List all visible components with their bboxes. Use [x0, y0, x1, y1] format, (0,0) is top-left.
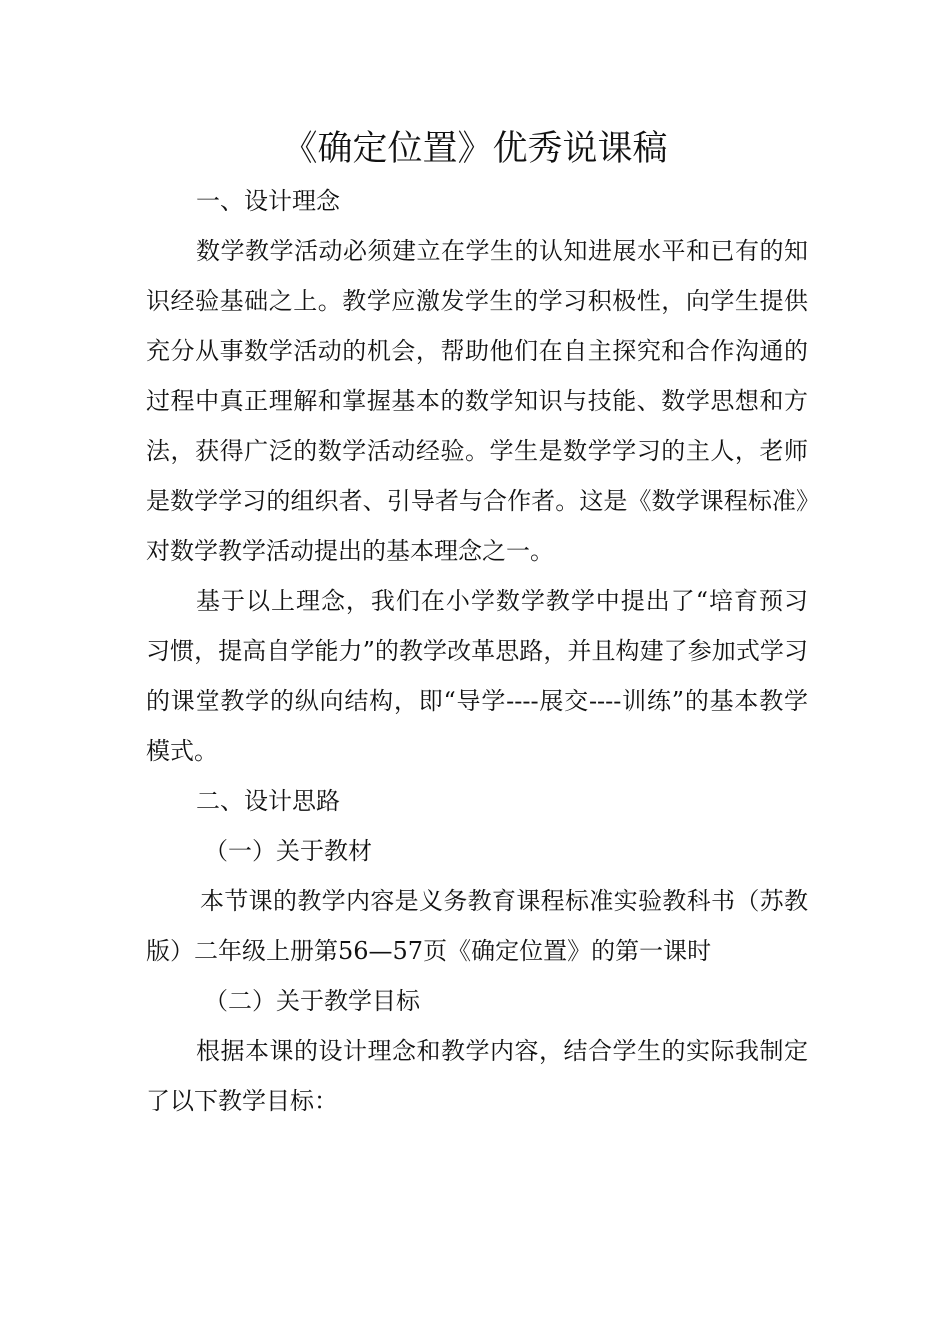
section-heading-design-concept: 一、设计理念: [196, 187, 340, 215]
document-body: [146, 176, 808, 1126]
sub-heading-teaching-goals: （二）关于教学目标: [204, 987, 420, 1015]
paragraph-teaching-goals: 根据本课的设计理念和教学内容，结合学生的实际我制定了以下教学目标：: [146, 1037, 808, 1115]
section-heading-design-idea: 二、设计思路: [196, 787, 340, 815]
document-title: 《确定位置》优秀说课稿: [282, 129, 668, 169]
paragraph-teaching-reform: 基于以上理念，我们在小学数学教学中提出了“培育预习习惯，提高自学能力”的教学改革思路，并且构建了参加式学习的课堂教学的纵向结构，即“导学----展交----训练”的基本教学模式。: [146, 587, 808, 765]
paragraph-textbook: 本节课的教学内容是义务教育课程标准实验教科书（苏教版）二年级上册第56—57页《确定位置》的第一课时: [146, 887, 808, 965]
sub-heading-textbook: （一）关于教材: [204, 837, 372, 865]
paragraph-design-concept: 数学教学活动必须建立在学生的认知进展水平和已有的知识经验基础之上。教学应激发学生的学习积极性，向学生提供充分从事数学活动的机会，帮助他们在自主探究和合作沟通的过程中真正理解和掌握基本的数学知识与技能、数学思想和方法，获得广泛的数学活动经验。学生是数学学习的主人，老师是数学学习的组织者、引导者与合作者。这是《数学课程标准》对数学教学活动提出的基本理念之一。: [146, 237, 808, 565]
